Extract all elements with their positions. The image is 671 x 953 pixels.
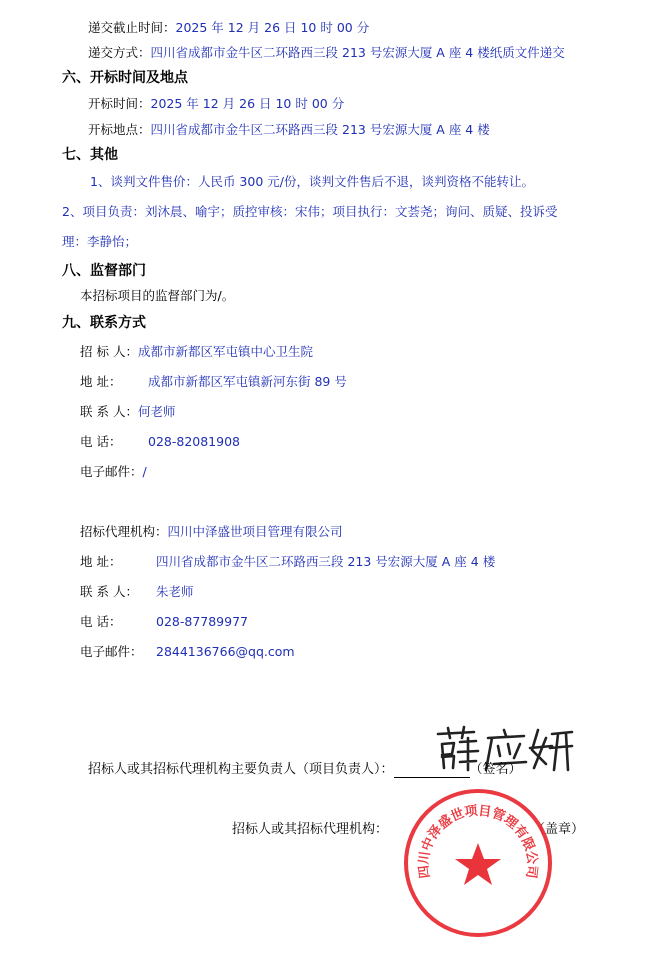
section7-heading: 七、其他 xyxy=(62,147,118,163)
agency-contact-label: 联 系 人： xyxy=(80,584,138,599)
other-item-2-line1: 2、项目负责：刘沐晨、喻宇；质控审核：宋伟；项目执行：文荟尧；询问、质疑、投诉受 xyxy=(62,204,558,219)
responsible-label: 招标人或其招标代理机构主要负责人（项目负责人）： xyxy=(88,762,394,777)
opening-time-label: 开标时间： xyxy=(88,96,151,111)
other-item-2-line2: 理：李静怡； xyxy=(62,234,138,249)
opening-time-line xyxy=(88,96,344,112)
tenderer-email-label: 电子邮件： xyxy=(80,464,143,479)
tenderer-contact-value: 何老师 xyxy=(137,404,176,419)
opening-place-value: 四川省成都市金牛区二环路西三段 213 号宏源大厦 A 座 4 楼 xyxy=(150,122,490,137)
agency-phone-label: 电 话： xyxy=(80,614,122,629)
opening-time-value: 2025 年 12 月 26 日 10 时 00 分 xyxy=(150,96,345,111)
company-seal xyxy=(402,787,554,939)
tenderer-phone-label: 电 话： xyxy=(80,434,122,449)
sign-note: （签名） xyxy=(469,762,522,777)
section9-heading: 九、联系方式 xyxy=(62,315,146,331)
agency-address-label: 地 址： xyxy=(80,554,122,569)
tenderer-phone-line xyxy=(80,434,240,450)
tenderer-address-label: 地 址： xyxy=(80,374,122,389)
section8-heading: 八、监督部门 xyxy=(62,263,146,279)
tenderer-name-value: 成都市新都区军屯镇中心卫生院 xyxy=(137,344,313,359)
responsible-signoff-line xyxy=(88,762,522,778)
deadline-time-label: 递交截止时间： xyxy=(88,20,176,35)
deadline-method-line xyxy=(88,45,565,61)
tenderer-address-value: 成都市新都区军屯镇新河东街 89 号 xyxy=(148,374,347,389)
seal-note: （盖章） xyxy=(532,822,585,837)
opening-place-line xyxy=(88,122,490,138)
agency-phone-value: 028-87789977 xyxy=(156,614,248,629)
agency-address-line xyxy=(80,554,495,570)
agency-name-value: 四川中泽盛世项目管理有限公司 xyxy=(167,524,343,539)
tenderer-contact-label: 联 系 人： xyxy=(80,404,138,419)
tenderer-phone-value: 028-82081908 xyxy=(148,434,240,449)
other-item-1: 1、谈判文件售价：人民币 300 元/份，谈判文件售后不退，谈判资格不能转让。 xyxy=(90,174,534,189)
agency-phone-line xyxy=(80,614,248,630)
agency-email-label: 电子邮件： xyxy=(80,644,143,659)
agency-contact-line xyxy=(80,584,194,600)
opening-place-label: 开标地点： xyxy=(88,122,151,137)
deadline-method-label: 递交方式： xyxy=(88,45,151,60)
agency-address-value: 四川省成都市金牛区二环路西三段 213 号宏源大厦 A 座 4 楼 xyxy=(156,554,496,569)
deadline-method-value: 四川省成都市金牛区二环路西三段 213 号宏源大厦 A 座 4 楼纸质文件递交 xyxy=(150,45,565,60)
tenderer-email-value: / xyxy=(142,464,147,479)
agency-email-value: 2844136766@qq.com xyxy=(156,644,295,659)
tenderer-name-label: 招 标 人： xyxy=(80,344,138,359)
deadline-time-line xyxy=(88,20,369,36)
agency-name-label: 招标代理机构： xyxy=(80,524,168,539)
tenderer-name-line xyxy=(80,344,313,360)
signature-blank xyxy=(394,764,470,778)
agency-contact-value: 朱老师 xyxy=(156,584,194,599)
svg-text:四川中泽盛世项目管理有限公司: 四川中泽盛世项目管理有限公司 xyxy=(416,803,540,880)
tenderer-contact-line xyxy=(80,404,175,420)
deadline-time-value: 2025 年 12 月 26 日 10 时 00 分 xyxy=(175,20,370,35)
agency-signoff-label: 招标人或其招标代理机构： xyxy=(232,822,389,837)
tenderer-email-line xyxy=(80,464,147,480)
agency-signoff-line xyxy=(232,822,388,838)
tenderer-address-line xyxy=(80,374,347,390)
section6-heading: 六、开标时间及地点 xyxy=(62,70,188,86)
agency-email-line xyxy=(80,644,295,660)
supervision-text: 本招标项目的监督部门为/。 xyxy=(80,288,235,303)
agency-name-line xyxy=(80,524,343,540)
